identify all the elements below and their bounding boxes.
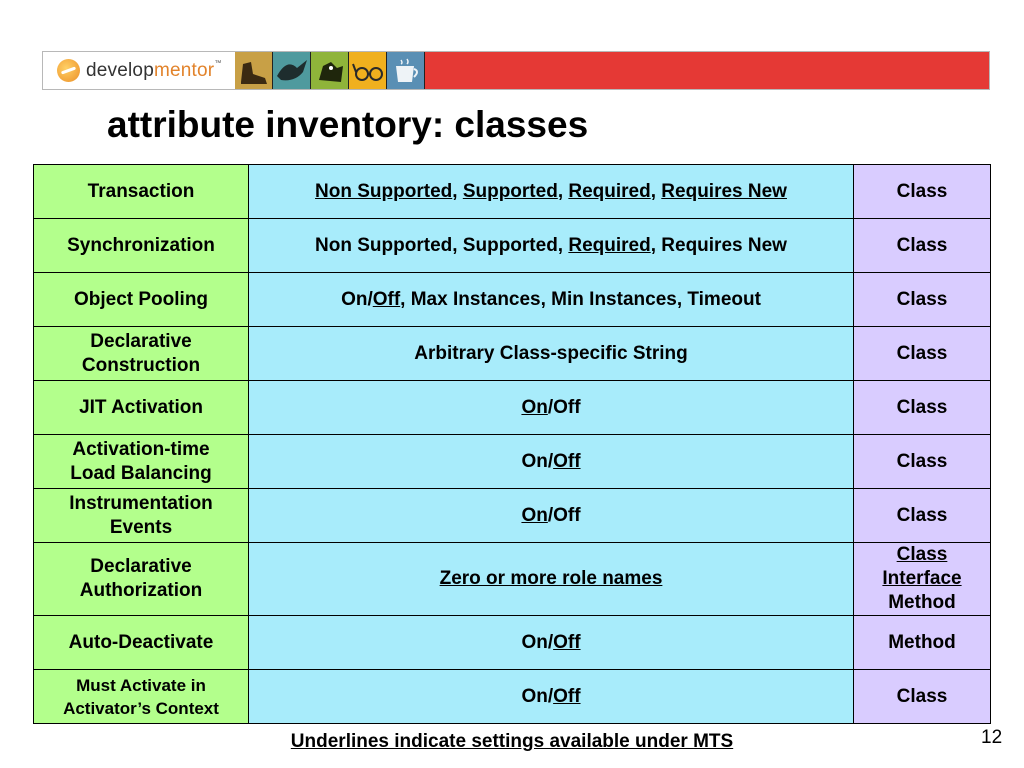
logo-text: developmentor™ [86, 60, 222, 81]
setting-text: /Off [547, 396, 581, 418]
scope-item: Interface [882, 568, 962, 589]
attribute-name: Declarative Construction [34, 327, 249, 381]
mts-setting: Off [553, 685, 581, 707]
attribute-values [249, 165, 854, 219]
attribute-name: Must Activate in Activator’s Context [34, 670, 249, 724]
attribute-values [249, 616, 854, 670]
attribute-scope [854, 165, 991, 219]
setting-text: Arbitrary Class-specific String [414, 342, 688, 364]
attribute-name: JIT Activation [34, 381, 249, 435]
attribute-values [249, 219, 854, 273]
mts-setting: Off [553, 631, 581, 653]
attribute-scope [854, 435, 991, 489]
coffee-cup-icon [387, 52, 425, 89]
attribute-values [249, 381, 854, 435]
bird-icon [273, 52, 311, 89]
attribute-scope [854, 381, 991, 435]
attribute-name: Activation-time Load Balancing [34, 435, 249, 489]
mts-setting: Non Supported [315, 180, 453, 202]
attribute-name: Auto-Deactivate [34, 616, 249, 670]
scope-item: Method [888, 631, 956, 653]
attribute-scope [854, 616, 991, 670]
setting-text: , Max Instances, Min Instances, Timeout [400, 288, 761, 310]
setting-text: , [452, 180, 463, 202]
scope-item: Class [896, 396, 948, 418]
setting-text: On/ [521, 631, 554, 653]
attribute-name: Object Pooling [34, 273, 249, 327]
scope-item: Method [888, 592, 956, 613]
developmentor-logo [43, 52, 236, 89]
setting-text: , [650, 180, 662, 202]
attribute-scope [854, 327, 991, 381]
attribute-name: Instrumentation Events [34, 489, 249, 543]
scope-item: Class [896, 342, 948, 364]
mts-setting: Zero or more role names [439, 568, 663, 589]
scope-item: Class [896, 450, 948, 472]
attribute-values [249, 435, 854, 489]
attribute-values [249, 273, 854, 327]
attribute-values [249, 327, 854, 381]
attribute-name: Transaction [34, 165, 249, 219]
attribute-scope [854, 489, 991, 543]
attribute-table [33, 164, 991, 724]
mts-setting: On [521, 504, 548, 526]
scope-item: Class [896, 234, 948, 256]
scope-item: Class [896, 544, 948, 565]
setting-text: On/ [521, 685, 554, 707]
attribute-values [249, 543, 854, 616]
setting-text: Non Supported, Supported, [315, 234, 569, 256]
table-row [34, 219, 991, 273]
setting-text: , [557, 180, 569, 202]
scope-item: Class [896, 504, 948, 526]
table-row [34, 327, 991, 381]
table-row [34, 435, 991, 489]
table-row [34, 543, 991, 616]
shoe-icon [235, 52, 273, 89]
mts-setting: Supported [462, 180, 558, 202]
mts-setting: Off [372, 288, 401, 310]
mts-setting: Required [568, 234, 651, 256]
header-banner [42, 51, 990, 90]
footnote: Underlines indicate settings available under MTS [290, 731, 734, 752]
glasses-icon [349, 52, 387, 89]
table-row [34, 381, 991, 435]
mts-setting: On [521, 396, 548, 418]
setting-text: /Off [547, 504, 581, 526]
attribute-values [249, 670, 854, 724]
attribute-name: Synchronization [34, 219, 249, 273]
banner-image-strip [235, 52, 425, 89]
scope-item: Class [896, 180, 948, 202]
attribute-scope [854, 273, 991, 327]
attribute-values [249, 489, 854, 543]
slide-title: attribute inventory: classes [107, 104, 589, 145]
table-row [34, 165, 991, 219]
table-row [34, 273, 991, 327]
setting-text: On/ [341, 288, 373, 310]
mts-setting: Off [553, 450, 581, 472]
table-row [34, 489, 991, 543]
page-number: 12 [981, 727, 1003, 748]
mts-setting: Requires New [661, 180, 787, 202]
logo-mark-icon [57, 59, 80, 82]
dog-icon [311, 52, 349, 89]
setting-text: On/ [521, 450, 554, 472]
mts-setting: Required [568, 180, 651, 202]
table-row [34, 670, 991, 724]
attribute-scope [854, 543, 991, 616]
setting-text: , Requires New [650, 234, 787, 256]
attribute-name: Declarative Authorization [34, 543, 249, 616]
scope-item: Class [896, 685, 948, 707]
scope-item: Class [896, 288, 948, 310]
attribute-scope [854, 219, 991, 273]
table-row [34, 616, 991, 670]
attribute-scope [854, 670, 991, 724]
